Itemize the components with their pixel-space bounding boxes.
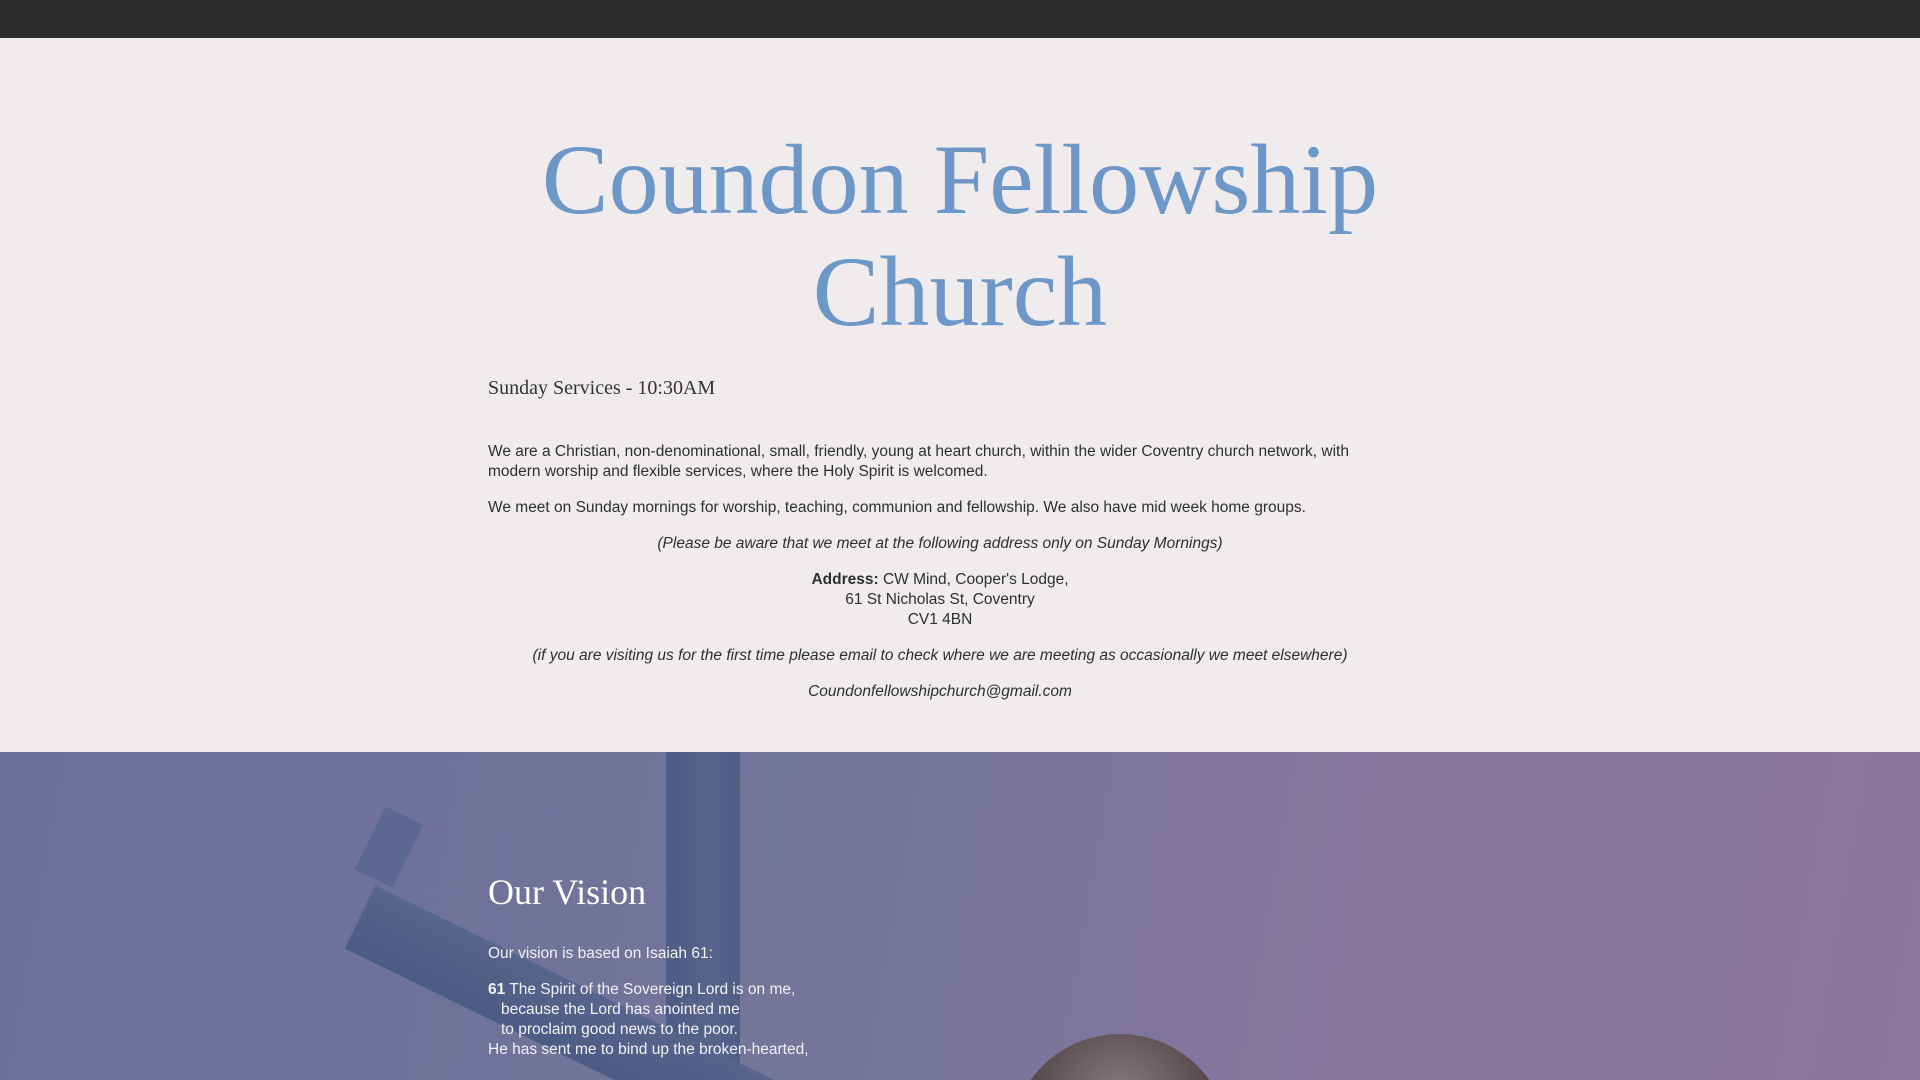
vision-intro: Our vision is based on Isaiah 61:: [488, 945, 713, 962]
intro-content: [488, 374, 1392, 718]
vision-heading: Our Vision: [488, 872, 647, 912]
vision-section: [0, 752, 1920, 1080]
site-title: [0, 124, 1920, 348]
verse-line4: He has sent me to bind up the broken-hearted,: [488, 1041, 809, 1058]
top-bar: [0, 0, 1920, 38]
site-title-line2: Church: [812, 236, 1108, 347]
verse-line2: because the Lord has anointed me: [501, 1001, 740, 1018]
visit-note: (if you are visiting us for the first time please email to check where we are meeting as occasionally we meet elsewhere): [532, 647, 1348, 664]
address-notice: (Please be aware that we meet at the following address only on Sunday Mornings): [657, 535, 1223, 552]
contact-email-paragraph: [488, 682, 1392, 702]
address-line1: CW Mind, Cooper's Lodge,: [882, 571, 1069, 588]
address-line2: 61 St Nicholas St, Coventry: [845, 591, 1035, 608]
meeting-paragraph: We meet on Sunday mornings for worship, teaching, communion and fellowship. We also have mid week home groups.: [488, 499, 1306, 516]
verse-line3: to proclaim good news to the poor.: [501, 1021, 738, 1038]
site-title-line1: Coundon Fellowship: [541, 124, 1379, 235]
cross-image-end: [355, 806, 423, 887]
address-line3: CV1 4BN: [907, 611, 973, 628]
address-block: [488, 570, 1392, 630]
services-heading: Sunday Services - 10:30AM: [488, 377, 716, 399]
intro-paragraph: We are a Christian, non-denominational, small, friendly, young at heart church, within the wider Coventry church network, with modern worship and flexible services, where the Holy Spirit is welcomed.: [488, 443, 1349, 480]
address-label: Address:: [811, 571, 879, 588]
vision-content: [488, 870, 1088, 1060]
verse-number: 61: [488, 981, 506, 998]
scripture-verse: [488, 980, 1088, 1060]
contact-email-link[interactable]: Coundonfellowshipchurch@gmail.com: [808, 683, 1072, 700]
hero-section: [0, 38, 1920, 752]
verse-line1: The Spirit of the Sovereign Lord is on me,: [509, 981, 796, 998]
